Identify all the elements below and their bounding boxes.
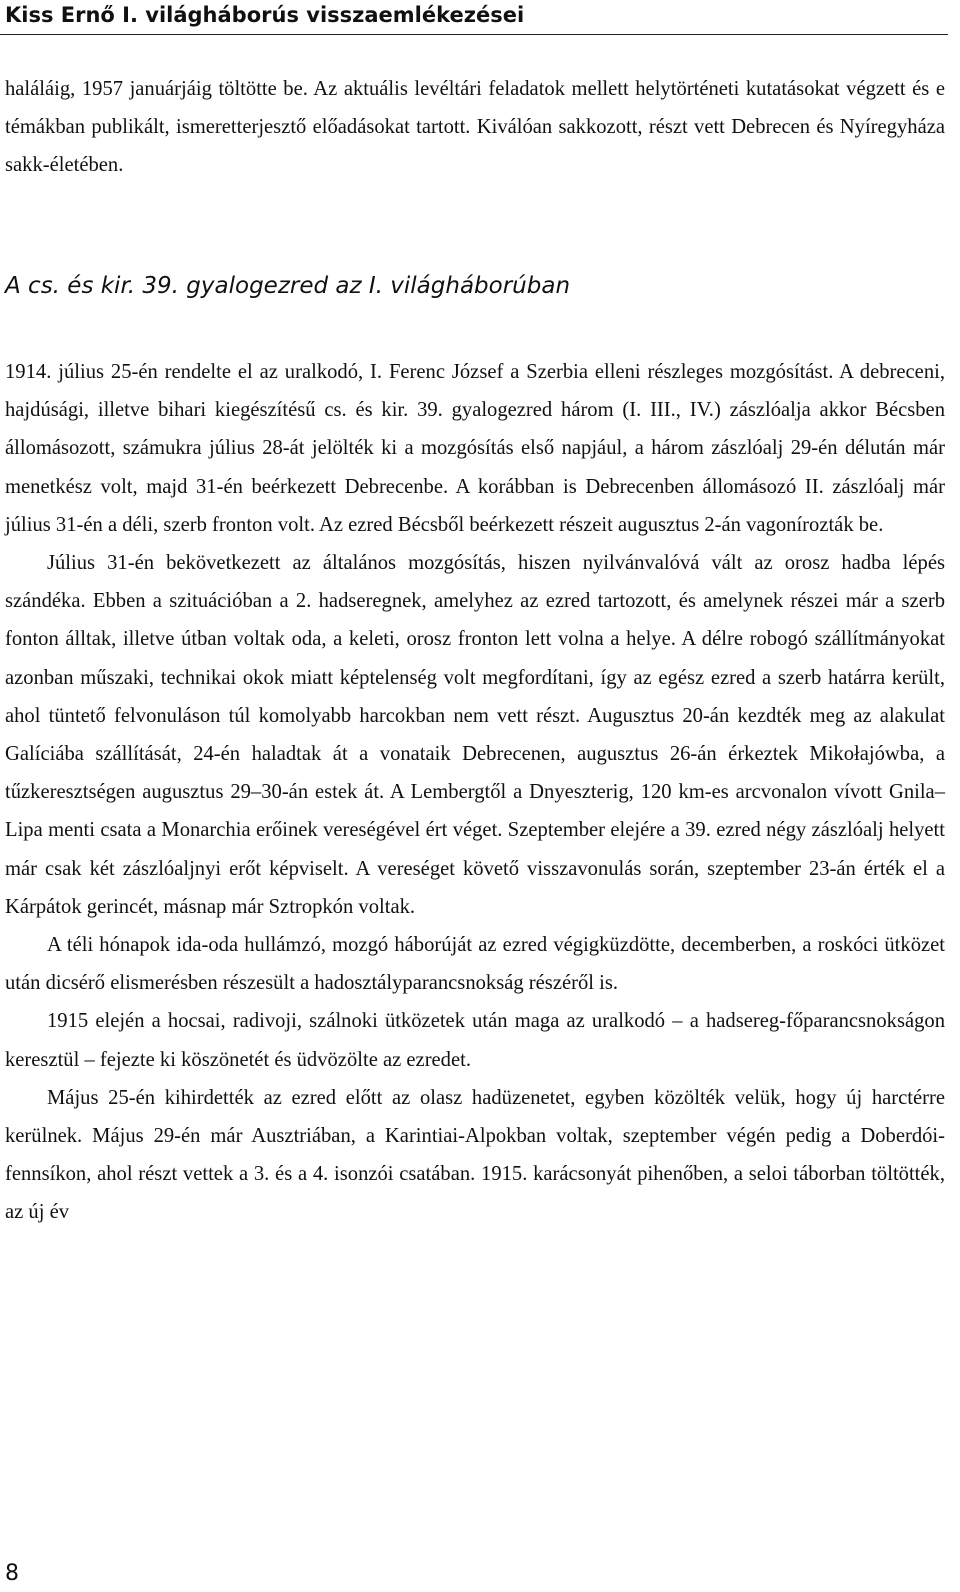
section-heading: A cs. és kir. 39. gyalogezred az I. világháborúban	[5, 273, 571, 299]
page-number: 8	[5, 1561, 19, 1586]
section-body	[5, 353, 945, 1232]
paragraph-early-1915: 1915 elején a hocsai, radivoji, szálnoki ütközetek után maga az uralkodó – a hadsereg-főparancsnokságon keresztül – fejezte ki köszönetét és üdvözölte az ezredet.	[5, 1010, 945, 1071]
paragraph-general-mobilization: Július 31-én bekövetkezett az általános mozgósítás, hiszen nyilvánvalóvá vált az orosz hadba lépés szándéka. Ebben a szituációban a 2. hadseregnek, amelyhez az ezred tartozott, és amelynek részei már a szerb fonton álltak, illetve útban voltak oda, a keleti, orosz fronton lett volna a helye. A délre robogó szállítmányokat azonban műszaki, technikai okok miatt képtelenség volt megfordítani, így az egész ezred a szerb határra került, ahol tüntető felvonuláson túl komolyabb harcokban nem vett részt. Augusztus 20-án kezdték meg az alakulat Galíciába szállítását, 24-én haladtak át a vonataik Debrecenen, augusztus 26-án érkeztek Mikołajówba, a tűzkeresztségen augusztus 29–30-án estek át. A Lembergtől a Dnyeszterig, 120 km-es arcvonalon vívott Gnila–Lipa menti csata a Monarchia erőinek vereségével ért véget. Szeptember elejére a 39. ezred négy zászlóalj helyett már csak két zászlóaljnyi erőt képviselt. A vereséget követő visszavonulás során, szeptember 23-án érték el a Kárpátok gerincét, másnap már Sztropkón voltak.	[5, 552, 945, 918]
paragraph-winter-months: A téli hónapok ida-oda hullámzó, mozgó háborúját az ezred végigküzdötte, decemberben, a roskóci ütközet után dicsérő elismerésben részesült a hadosztályparancsnokság részéről is.	[5, 934, 945, 995]
paragraph-italian-front: Május 25-én kihirdették az ezred előtt az olasz hadüzenetet, egyben közölték velük, hogy új harctérre kerülnek. Május 29-én már Ausztriában, a Karintiai-Alpokban voltak, szeptember végén pedig a Doberdói-fennsíkon, ahol részt vettek a 3. és a 4. isonzói csatában. 1915. karácsonyát pihenőben, a seloi táborban töltötték, az új év	[5, 1086, 945, 1224]
header-divider	[0, 34, 948, 35]
running-header-title: Kiss Ernő I. világháborús visszaemlékezései	[5, 3, 525, 27]
intro-paragraph: haláláig, 1957 januárjáig töltötte be. Az aktuális levéltári feladatok mellett helytörténeti kutatásokat végzett és e témákban publikált, ismeretterjesztő előadásokat tartott. Kiválóan sakkozott, részt vett Debrecen és Nyíregyháza sakk-életében.	[5, 78, 945, 177]
intro-text-block	[5, 70, 945, 185]
paragraph-mobilization: 1914. július 25-én rendelte el az uralkodó, I. Ferenc József a Szerbia elleni részleges mozgósítást. A debreceni, hajdúsági, illetve bihari kiegészítésű cs. és kir. 39. gyalogezred három (I. III., IV.) zászlóalja akkor Bécsben állomásozott, számukra július 28-át jelölték ki a mozgósítás első napjául, a három zászlóalj 29-én délután már menetkész volt, majd 31-én beérkezett Debrecenbe. A korábban is Debrecenben állomásozó II. zászlóalj már július 31-én a déli, szerb fronton volt. Az ezred Bécsből beérkezett részeit augusztus 2-án vagonírozták be.	[5, 361, 945, 536]
